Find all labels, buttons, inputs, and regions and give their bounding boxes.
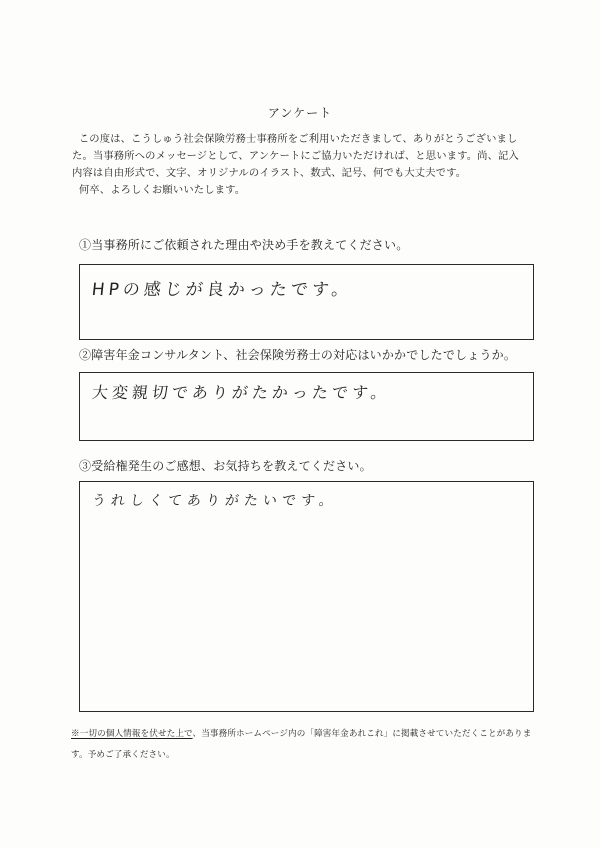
answer-box-3 <box>79 481 534 712</box>
intro-line-1 <box>72 131 542 148</box>
answer-box-1 <box>79 264 534 340</box>
intro-line-1-text: この度は、こうしゅう社会保険労務士事務所をご利用いただきまして、ありがとうございまし <box>78 133 518 145</box>
question-1-label: ①当事務所にご依頼された理由や決め手を教えてください。 <box>79 238 409 252</box>
answer-2-handwriting: 大変親切でありがたかったです。 <box>90 383 392 402</box>
footnote-line-2: す。予めご了承ください。 <box>71 750 175 760</box>
footnote-rest: 、当事務所ホームページ内の「障害年金あれこれ」に掲載させていただくことがありま <box>192 729 532 739</box>
intro-text <box>72 131 542 199</box>
intro-line-4 <box>72 182 542 199</box>
footnote-underlined: ※一切の個人情報を伏せた上で <box>71 729 193 739</box>
answer-1-handwriting: HPの感じが良かったです。 <box>90 280 354 300</box>
answer-box-2 <box>79 372 534 441</box>
question-3-label: ③受給権発生のご感想、お気持ちを教えてください。 <box>79 459 372 473</box>
question-2-label: ②障害年金コンサルタント、社会保険労務士の対応はいかかでしたでしょうか。 <box>79 348 517 362</box>
intro-line-2: た。当事務所へのメッセージとして、アンケートにご協力いただければ、と思います。尚、記入 <box>72 150 519 162</box>
footnote-line-1 <box>71 724 541 745</box>
answer-3-handwriting: うれしくてありがたいです。 <box>91 493 339 509</box>
intro-line-3: 内容は自由形式で、文字、オリジナルのイラスト、数式、記号、何でも大丈夫です。 <box>72 167 467 179</box>
survey-title: アンケート <box>267 106 333 120</box>
intro-line-4-text: 何卒、よろしくお願いいたします。 <box>78 184 246 196</box>
privacy-footnote <box>71 724 541 766</box>
